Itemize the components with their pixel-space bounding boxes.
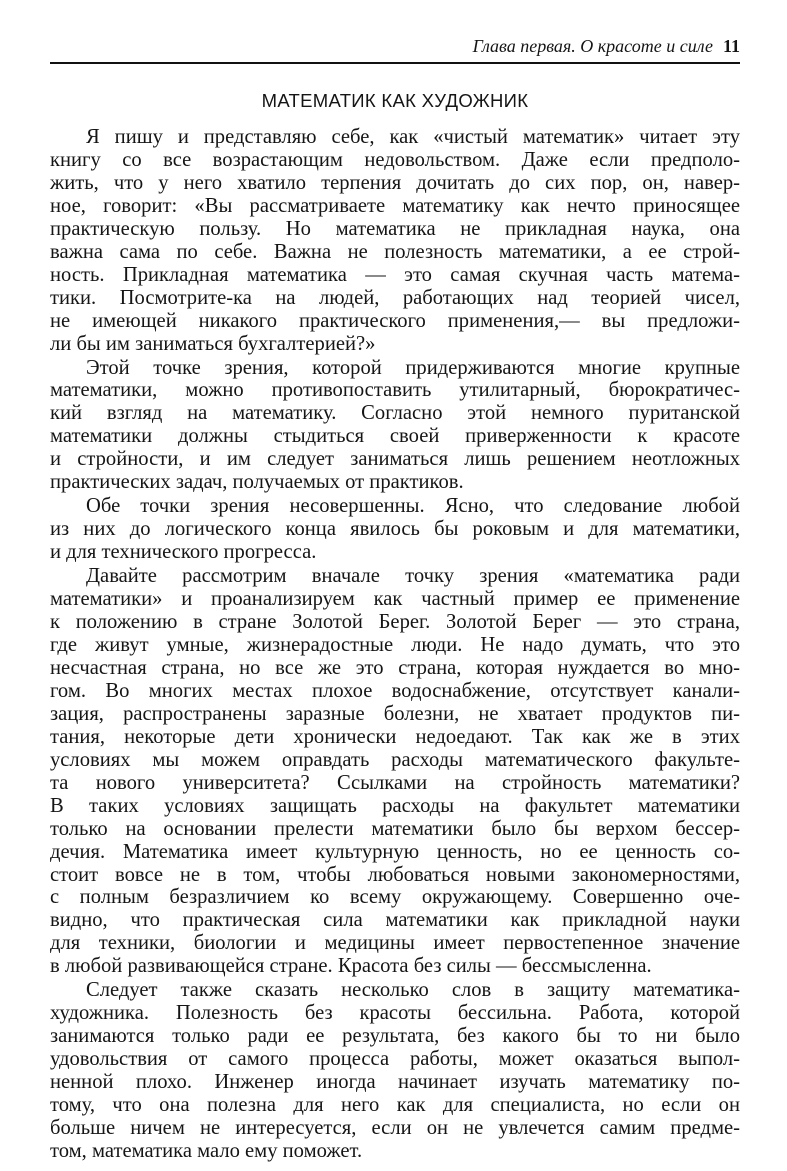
text-line: дечия. Математика имеет культурную ценность, но ее ценность со- [50,840,740,863]
text-line: стоит вовсе не в том, чтобы любоваться новыми закономерностями, [50,863,740,886]
text-line: художника. Полезность без красоты бессильна. Работа, которой [50,1002,740,1025]
text-line: больше ничем не интересуется, если он не увлечется самим предме- [50,1116,740,1139]
text-line: практическую пользу. Но математика не прикладная наука, она [50,217,740,240]
text-line: условиях мы можем оправдать расходы математического факульте- [50,748,740,771]
section-title: МАТЕМАТИК КАК ХУДОЖНИК [261,90,529,111]
running-header [52,30,740,62]
body-text [50,126,740,1163]
text-line: Давайте рассмотрим вначале точку зрения «математика ради [86,565,740,588]
text-line: жить, что у него хватило терпения дочитать до сих пор, он, навер- [50,171,740,194]
text-line: зация, распространены заразные болезни, не хватает продуктов пи- [50,702,740,725]
text-line: важна сама по себе. Важна не полезность математики, а ее строй- [50,240,740,263]
text-line: ли бы им заниматься бухгалтерией?» [50,332,376,355]
paragraph [50,357,740,495]
text-line: Я пишу и представляю себе, как «чистый математик» читает эту [86,126,740,148]
text-line: Обе точки зрения несовершенны. Ясно, что следование любой [86,495,740,518]
text-line: практических задач, получаемых от практиков. [50,471,464,494]
text-line: тому, что она полезна для него как для специалиста, но если он [50,1094,740,1117]
paragraph [50,126,740,356]
text-line: ность. Прикладная математика — это самая скучная часть матема- [50,263,740,286]
text-line: удовольствия от самого процесса работы, может оказаться выпол- [50,1048,740,1071]
text-line: том, математика мало ему поможет. [50,1139,363,1162]
text-line: в любой развивающейся стране. Красота без силы — бессмысленна. [50,955,652,978]
text-line: та нового университета? Ссылками на стройность математики? [50,771,740,794]
text-line: для техники, биологии и медицины имеет первостепенное значение [50,932,740,955]
text-line: к положению в стране Золотой Берег. Золотой Берег — это страна, [50,611,740,634]
text-line: Следует также сказать несколько слов в защиту математика- [86,979,740,1002]
text-line: занимаются только ради ее результата, без какого бы то ни было [50,1025,740,1048]
text-line: где живут умные, жизнерадостные люди. Не надо думать, что это [50,633,740,656]
text-line: книгу со все возрастающим недовольством. Даже если предполо- [50,148,740,171]
page-number: 11 [722,36,740,56]
text-line: не имеющей никакого практического применения,— вы предложи- [50,309,740,332]
text-line: несчастная страна, но все же это страна, которая нуждается во мно- [50,656,740,679]
text-line: видно, что практическая сила математики как прикладной науки [50,909,740,932]
header-rule [50,62,740,64]
paragraph [50,979,740,1163]
text-line: тания, некоторые дети хронически недоедают. Так как же в этих [50,725,740,748]
text-line: с полным безразличием ко всему окружающему. Совершенно оче- [50,886,740,909]
text-line: из них до логического конца явилось бы роковым и для математики, [50,518,740,541]
text-line: математики должны стыдиться своей приверженности к красоте [50,425,740,448]
paragraph [50,565,740,978]
text-line: и стройности, и им следует заниматься лишь решением неотложных [50,448,740,471]
text-line: гом. Во многих местах плохое водоснабжение, отсутствует канали- [50,679,740,702]
text-line: В таких условиях защищать расходы на факультет математики [50,794,740,817]
text-line: и для технического прогресса. [50,541,317,564]
text-line: математики» и проанализируем как частный пример ее применение [50,588,740,611]
text-line: Этой точке зрения, которой придерживаются многие крупные [86,356,740,379]
text-line: только на основании прелести математики было бы верхом бессер- [50,817,740,840]
chapter-title: Глава первая. О красоте и силе [472,36,713,56]
paragraph [50,495,740,564]
text-line: кий взгляд на математику. Согласно этой немного пуританской [50,402,740,425]
text-line: ное, говорит: «Вы рассматриваете математику как нечто приносящее [50,194,740,217]
text-line: математики, можно противопоставить утилитарный, бюрократичес- [50,379,740,402]
text-line: ненной плохо. Инженер иногда начинает изучать математику по- [50,1071,740,1094]
text-line: тики. Посмотрите-ка на людей, работающих над теорией чисел, [50,286,740,309]
